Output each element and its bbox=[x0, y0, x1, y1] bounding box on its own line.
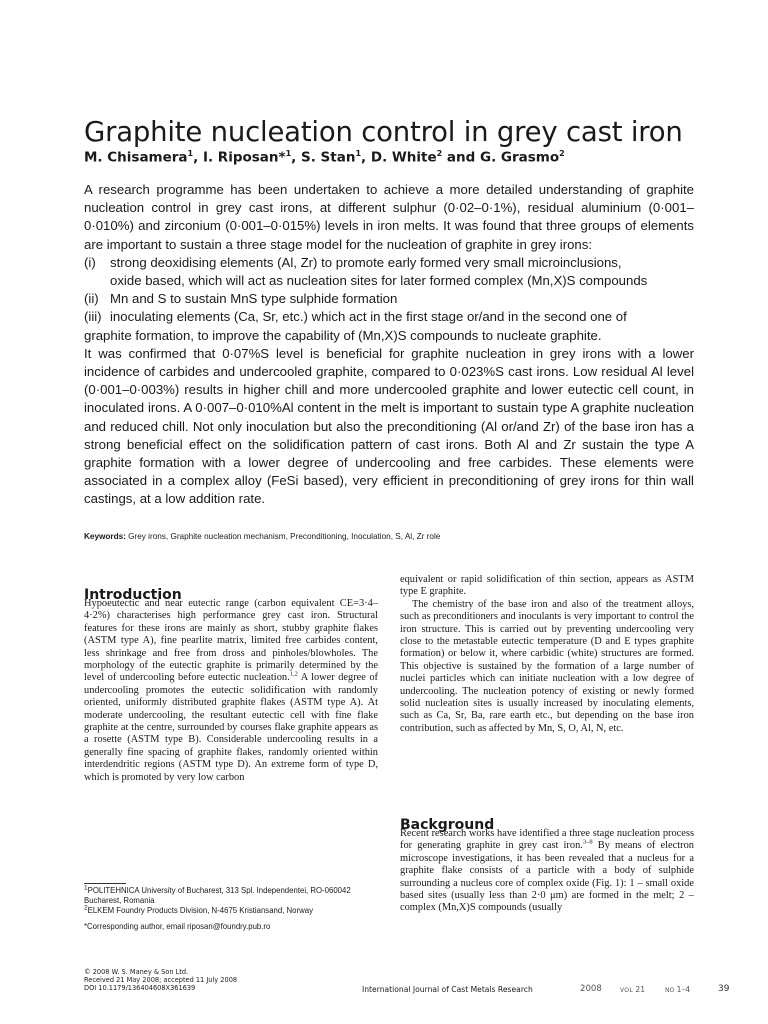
paragraph-text: A lower degree of undercooling promotes the eutectic solidification with randomly oriented, uniformly distributed graphite flakes (ASTM type A). At moderate undercooling, the resultant eutectic cell with fine flake graphite at the centre, surrounded by courses flake graphite appears as a rosette (ASTM type B). Considerable undercooling results in a generally fine spacing of graphite flakes, randomly oriented within interdendritic regions (ASTM type D). An extreme form of type D, which is promoted by very low carbon bbox=[84, 672, 379, 783]
author-name: , D. White bbox=[361, 149, 437, 166]
paragraph-text: Recent research works have identified a three stage nucleation process for generating graphite in grey cast iron. bbox=[400, 828, 694, 852]
footnotes bbox=[84, 886, 380, 932]
affiliation-marker: 1 bbox=[285, 149, 292, 158]
column-right-background bbox=[400, 828, 694, 915]
keywords-label: Keywords: bbox=[84, 532, 126, 541]
abstract-paragraph: A research programme has been undertaken to achieve a more detailed understanding of graphite nucleation control in grey cast irons, at different sulphur (0·02–0·1%), residual aluminium (0·001–0·010%) and zirconium (0·001–0·015%) levels in iron melts. It was found that three groups of elements are important to sustain a three stage model for the nucleation of graphite in grey irons: bbox=[84, 182, 694, 252]
issue-label: NO bbox=[665, 987, 675, 994]
list-text: inoculating elements (Ca, Sr, etc.) which act in the first stage or/and in the second one of bbox=[110, 309, 627, 325]
doi: DOI 10.1179/136404608X361639 bbox=[84, 984, 196, 993]
abstract-list-item bbox=[84, 308, 694, 326]
citation-ref: 3–8 bbox=[582, 838, 593, 846]
copyright: © 2008 W. S. Maney & Son Ltd. bbox=[84, 968, 189, 976]
affiliation-marker: 1 bbox=[355, 149, 362, 158]
author-list bbox=[84, 149, 724, 166]
affiliation-marker: 2 bbox=[84, 904, 88, 912]
list-marker: (i) bbox=[84, 254, 96, 270]
footnote-affiliation bbox=[84, 886, 380, 906]
author-name: M. Chisamera bbox=[84, 149, 188, 166]
list-text: strong deoxidising elements (Al, Zr) to promote early formed very small microinclusions, bbox=[110, 254, 622, 270]
keywords bbox=[84, 532, 694, 541]
affiliation-marker: 1 bbox=[187, 149, 194, 158]
volume-number: 21 bbox=[632, 985, 646, 994]
page-title: Graphite nucleation control in grey cast iron bbox=[84, 116, 683, 149]
volume-label: VOL bbox=[620, 987, 633, 994]
abstract-list-item bbox=[84, 254, 694, 272]
affiliation-marker: 2 bbox=[559, 149, 565, 158]
abstract-paragraph: It was confirmed that 0·07%S level is beneficial for graphite nucleation in grey irons with a lower incidence of carbides and undercooled graphite, compared to 0·023%S cast irons. Low residual Al level (0·001–0·003%) results in higher chill and more undercooled graphite and lower eutectic cell count, in inoculated irons. A 0·007–0·010%Al content in the melt is important to sustain type A graphite nucleation and reduced chill. Not only inoculation but also the preconditioning (Al or/and Zr) of the base iron has a strong beneficial effect on the solidification pattern of cast irons. Both Al and Zr sustain the type A graphite formation with a lower degree of undercooling and free carbides. These elements were associated in a complex alloy (FeSi based), very efficient in preconditioning of grey irons for thin wall castings, at a low addition rate. bbox=[84, 345, 694, 507]
journal-year: 2008 bbox=[580, 984, 602, 994]
footnote-divider bbox=[84, 883, 126, 884]
column-left bbox=[84, 598, 378, 784]
list-text: Mn and S to sustain MnS type sulphide formation bbox=[110, 291, 398, 307]
abstract bbox=[84, 181, 694, 509]
received-date: Received 21 May 2008; accepted 11 July 2008 bbox=[84, 976, 238, 985]
footnote-text: POLITEHNICA University of Bucharest, 313 Spl. Independentei, RO-060042 Bucharest, Romania bbox=[84, 886, 351, 905]
citation-ref: 1,2 bbox=[289, 670, 298, 678]
body-paragraph bbox=[84, 598, 378, 784]
publication-info bbox=[84, 968, 384, 993]
affiliation-marker: 2 bbox=[436, 149, 443, 158]
paragraph-text: By means of electron microscope investigations, it has been revealed that a nucleus for a graphite flake consists of a particle with a body of sulphide surrounding a nucleus core of complex oxide (Fig. 1): 1 – small oxide based sites (usually less than 2·0 μm) are formed in the melt; 2 – complex (Mn,X)S compounds (usually bbox=[400, 840, 694, 914]
author-name: , I. Riposan* bbox=[193, 149, 286, 166]
section-heading-introduction: Introduction bbox=[84, 586, 182, 603]
column-right bbox=[400, 574, 694, 735]
journal-name: International Journal of Cast Metals Research bbox=[362, 985, 533, 994]
issue-number: 1–4 bbox=[674, 985, 691, 994]
footnote-text: ELKEM Foundry Products Division, N-4675 Kristiansand, Norway bbox=[87, 906, 313, 915]
footnote-affiliation bbox=[84, 906, 380, 916]
list-text-continued: oxide based, which will act as nucleation sites for later formed complex (Mn,X)S compounds bbox=[110, 273, 648, 289]
paragraph-text: Hypoeutectic and near eutectic range (carbon equivalent CE=3·4–4·2%) characterises high performance grey cast iron. Structural features for these irons are mainly as short, stubby graphite flakes (ASTM type A), fine pearlite matrix, limited free carbides content, less shrinkage and free from dross and pinholes/blowholes. The morphology of the eutectic graphite is primarily determined by the level of undercooling before eutectic nucleation. bbox=[84, 598, 378, 684]
corresponding-author: *Corresponding author, email riposan@foundry.pub.ro bbox=[84, 922, 271, 931]
journal-issue bbox=[665, 985, 690, 994]
author-name: , S. Stan bbox=[291, 149, 356, 166]
list-marker: (iii) bbox=[84, 309, 102, 325]
body-paragraph: equivalent or rapid solidification of thin section, appears as ASTM type E graphite. bbox=[400, 574, 694, 598]
page-number: 39 bbox=[718, 984, 730, 994]
journal-volume bbox=[620, 985, 645, 994]
keywords-text: Grey irons, Graphite nucleation mechanism, Preconditioning, Inoculation, S, Al, Zr role bbox=[125, 532, 441, 541]
affiliation-marker: 1 bbox=[84, 884, 88, 892]
body-paragraph: The chemistry of the base iron and also of the treatment alloys, such as preconditioners and inoculants is very important to control the iron structure. This is carried out by preventing undercooling very close to the metastable eutectic temperature (D and E types graphite formation) or below it, where carbidic (white) structures are formed. This objective is sustained by the formation of a large number of nuclei particles which can initiate nucleation with a low degree of undercooling. The nucleation potency of existing or newly formed solid nucleation sites is usually increased by inoculating elements, such as Ca, Sr, Ba, rare earth etc., but depending on the base iron contribution, such as affected by Mn, S, O, Al, N, etc. bbox=[400, 598, 694, 734]
list-marker: (ii) bbox=[84, 291, 99, 307]
list-text-continued: graphite formation, to improve the capability of (Mn,X)S compounds to nucleate graphite. bbox=[84, 327, 602, 343]
author-name: and G. Grasmo bbox=[442, 149, 560, 166]
section-heading-background: Background bbox=[400, 816, 495, 833]
body-paragraph bbox=[400, 828, 694, 915]
abstract-list-item bbox=[84, 290, 694, 308]
